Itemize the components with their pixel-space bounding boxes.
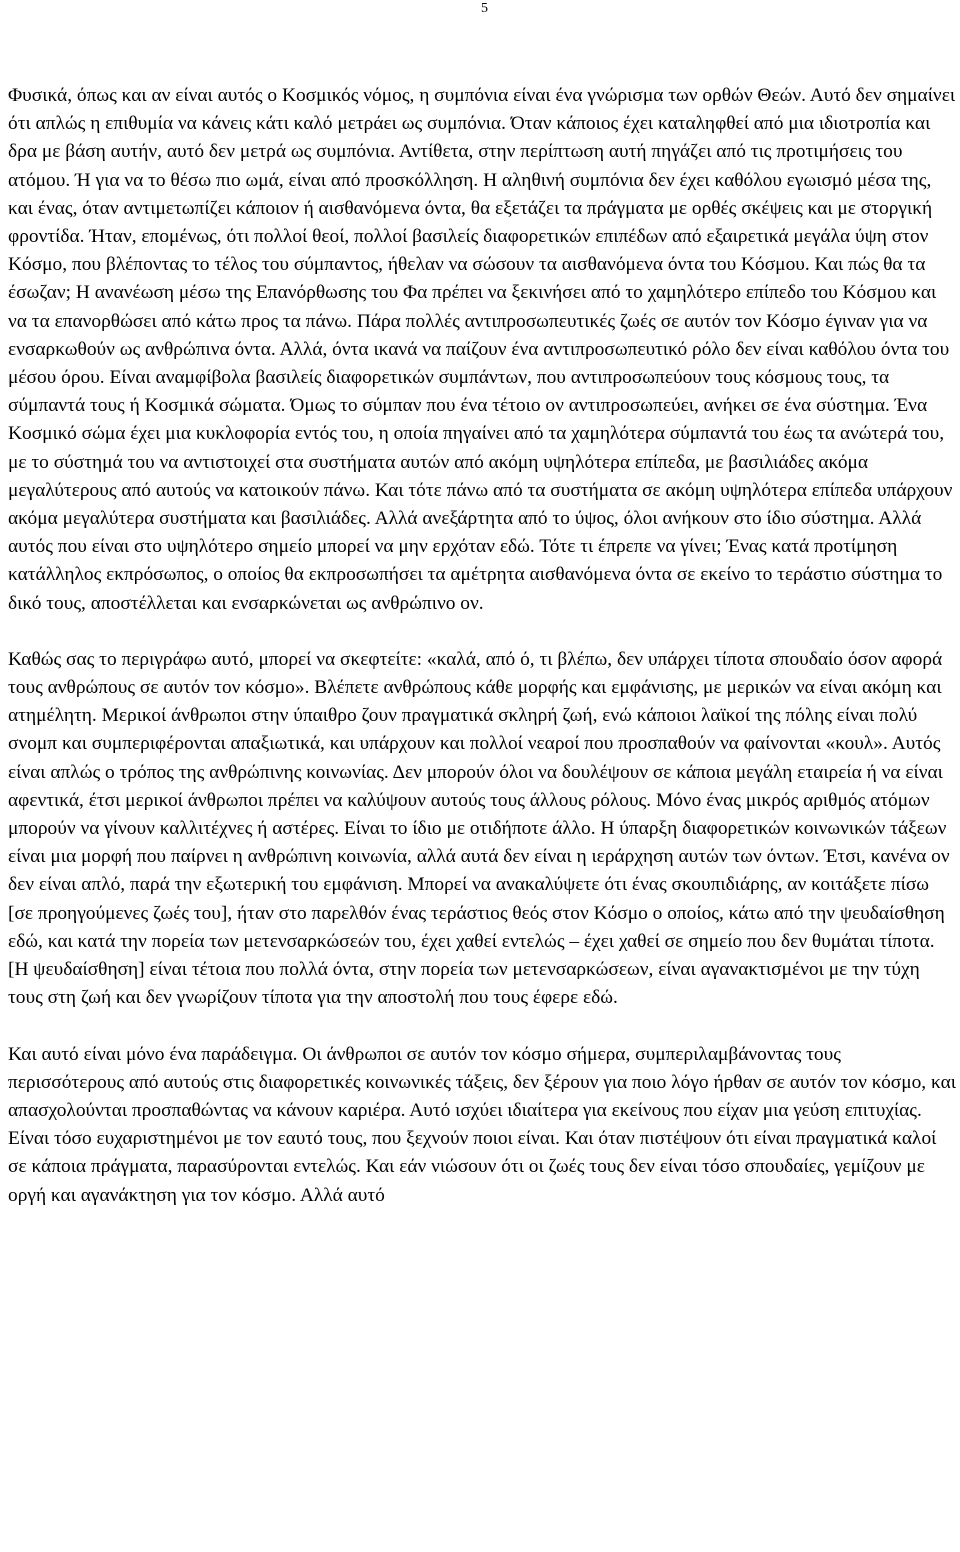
paragraph-compassion: Φυσικά, όπως και αν είναι αυτός ο Κοσμικός νόμος, η συμπόνια είναι ένα γνώρισμα των ορθών Θεών. Αυτό δεν σημαίνει ότι απλώς η επιθυμία να κάνεις κάτι καλό μετράει ως συμπόνια. Όταν κάποιος έχει καταληφθεί από μια ιδιοτροπία και δρα με βάση αυτήν, αυτό δεν μετρά ως συμπόνια. Αντίθετα, στην περίπτωση αυτή πηγάζει από τις προτιμήσεις του ατόμου. Ή για να το θέσω πιο ωμά, είναι από προσκόλληση. Η αληθινή συμπόνια δεν έχει καθόλου εγωισμό μέσα της, και ένας, όταν αντιμετωπίζει κάποιον ή αισθανόμενα όντα, θα εξετάζει τα πράγματα με ορθές σκέψεις και με στοργική φροντίδα. Ήταν, επομένως, ότι πολλοί θεοί, πολλοί βασιλείς διαφορετικών επιπέδων από εξαιρετικά μεγάλα ύψη στον Κόσμο, που βλέποντας το τέλος του σύμπαντος, ήθελαν να σώσουν τα αισθανόμενα όντα του Κόσμου. Και πώς θα τα έσωζαν; Η ανανέωση μέσω της Επανόρθωσης του Φα πρέπει να ξεκινήσει από το χαμηλότερο επίπεδο του Κόσμου και να τα επανορθώσει από κάτω προς τα πάνω. Πάρα πολλές αντιπροσωπευτικές ζωές σε αυτόν τον Κόσμο έγιναν για να ενσαρκωθούν ως ανθρώπινα όντα. Αλλά, όντα ικανά να παίζουν ένα αντιπροσωπευτικό ρόλο δεν είναι καθόλου όντα του μέσου όρου. Είναι αναμφίβολα βασιλείς διαφορετικών συμπάντων, που αντιπροσωπεύουν τους κόσμους τους, τα σύμπαντά τους ή Κοσμικά σώματα. Όμως το σύμπαν που ένα τέτοιο ον αντιπροσωπεύει, ανήκει σε ένα σύστημα. Ένα Κοσμικό σώμα έχει μια κυκλοφορία εντός του, η οποία πηγαίνει από τα χαμηλότερα σύμπαντά του έως τα ανώτερά του, με το σύστημά του να αντιστοιχεί στα συστήματα αυτών από ακόμη υψηλότερα επίπεδα, με βασιλιάδες ακόμα μεγαλύτερους από αυτούς να κατοικούν πάνω. Και τότε πάνω από τα συστήματα σε ακόμη υψηλότερα επίπεδα υπάρχουν ακόμα μεγαλύτερα συστήματα και βασιλιάδες. Αλλά ανεξάρτητα από το ύψος, όλοι ανήκουν στο ίδιο σύστημα. Αλλά αυτός που είναι στο υψηλότερο σημείο μπορεί να μην ερχόταν εδώ. Τότε τι έπρεπε να γίνει; Ένας κατά προτίμηση κατάλληλος εκπρόσωπος, ο οποίος θα εκπροσωπήσει τα αμέτρητα αισθανόμενα όντα σε εκείνο το τεράστιο σύστημα το δικό τους, αποστέλλεται και ενσαρκώνεται ως ανθρώπινο ον.	[8, 85, 956, 614]
document-body	[8, 82, 956, 1210]
page-number: 5	[481, 1, 488, 16]
paragraph-example: Και αυτό είναι μόνο ένα παράδειγμα. Οι άνθρωποι σε αυτόν τον κόσμο σήμερα, συμπεριλαμβάνοντας τους περισσότερους από αυτούς στις διαφορετικές κοινωνικές τάξεις, δεν ξέρουν για ποιο λόγο ήρθαν σε αυτόν τον κόσμο, και απασχολούνται προσπαθώντας να κάνουν καριέρα. Αυτό ισχύει ιδιαίτερα για εκείνους που είχαν μια γεύση επιτυχίας. Είναι τόσο ευχαριστημένοι με τον εαυτό τους, που ξεχνούν ποιοι είναι. Και όταν πιστέψουν ότι είναι πραγματικά καλοί σε κάποια πράγματα, παρασύρονται εντελώς. Και εάν νιώσουν ότι οι ζωές τους δεν είναι τόσο σπουδαίες, γεμίζουν με οργή και αγανάκτηση για τον κόσμο. Αλλά αυτό	[8, 1043, 956, 1206]
paragraph-appearances: Καθώς σας το περιγράφω αυτό, μπορεί να σκεφτείτε: «καλά, από ό, τι βλέπω, δεν υπάρχει τίποτα σπουδαίο όσον αφορά τους ανθρώπους σε αυτόν τον κόσμο». Βλέπετε ανθρώπους κάθε μορφής και εμφάνισης, με μερικών να είναι ακόμη και ατημέλητη. Μερικοί άνθρωποι στην ύπαιθρο ζουν πραγματικά σκληρή ζωή, ενώ κάποιοι λαϊκοί της πόλης είναι πολύ σνομπ και συμπεριφέρονται απαξιωτικά, και υπάρχουν και πολλοί νεαροί που προσπαθούν να φαίνονται «κουλ». Αυτός είναι απλώς ο τρόπος της ανθρώπινης κοινωνίας. Δεν μπορούν όλοι να δουλέψουν σε κάποια μεγάλη εταιρεία ή να είναι αφεντικά, έτσι μερικοί άνθρωποι πρέπει να καλύψουν αυτούς τους άλλους ρόλους. Μόνο ένας μικρός αριθμός ατόμων μπορούν να γίνουν καλλιτέχνες ή αστέρες. Είναι το ίδιο με οτιδήποτε άλλο. Η ύπαρξη διαφορετικών κοινωνικών τάξεων είναι μια μορφή που παίρνει η ανθρώπινη κοινωνία, αλλά αυτά δεν είναι η ιεράρχηση αυτών των όντων. Έτσι, κανένα ον δεν είναι απλό, παρά την εξωτερική του εμφάνιση. Μπορεί να ανακαλύψετε ότι ένας σκουπιδιάρης, αν κοιτάξετε πίσω [σε προηγούμενες ζωές του], ήταν στο παρελθόν ένας τεράστιος θεός στον Κόσμο ο οποίος, κάτω από την ψευδαίσθηση εδώ, και κατά την πορεία των μετενσαρκώσεών του, έχει χαθεί εντελώς – έχει χαθεί σε σημείο που δεν θυμάται τίποτα. [Η ψευδαίσθηση] είναι τέτοια που πολλά όντα, στην πορεία των μετενσαρκώσεων, είναι αγανακτισμένοι με την τύχη τους στη ζωή και δεν γνωρίζουν τίποτα για την αποστολή που τους έφερε εδώ.	[8, 648, 950, 1009]
